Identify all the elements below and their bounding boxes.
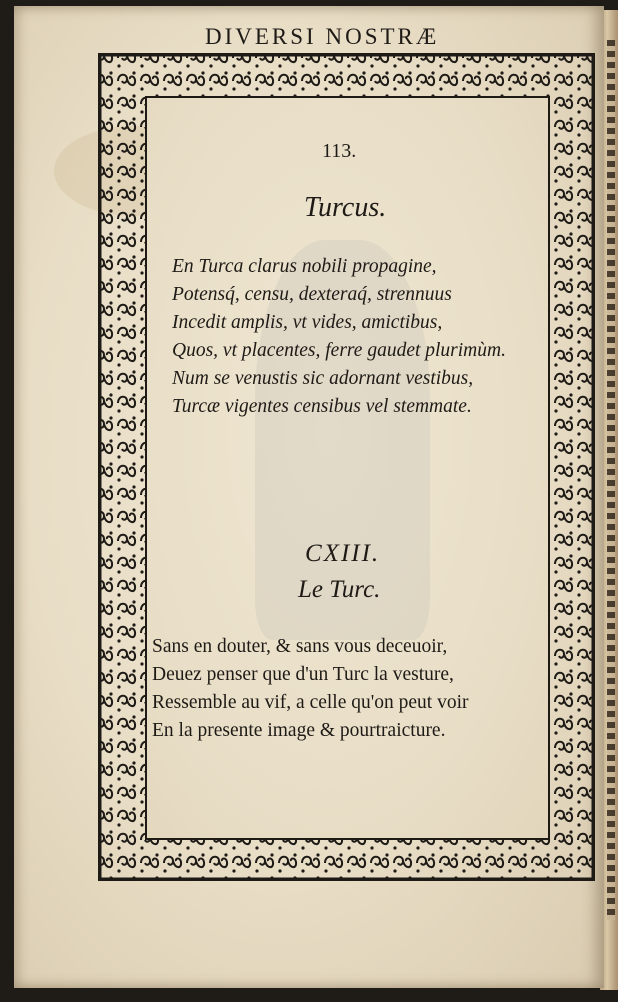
running-title: DIVERSI NOSTRÆ (205, 24, 440, 49)
french-verse-line: Ressemble au vif, a celle qu'on peut voir (152, 692, 469, 713)
latin-verse-line: Quos, vt placentes, ferre gaudet plurimùm. (172, 340, 506, 361)
french-verse-line: Deuez penser que d'un Turc la vesture, (152, 664, 454, 685)
plate-roman-numeral: CXIII. (305, 540, 381, 567)
latin-verse-line: Potensq́, censu, dexteraq́, strennuus (172, 284, 452, 305)
french-verse-line: Sans en douter, & sans vous deceuoir, (152, 636, 448, 657)
latin-verse-line: En Turca clarus nobili propagine, (172, 256, 437, 277)
latin-verse-line: Num se venustis sic adornant vestibus, (172, 368, 474, 389)
french-verse-line: En la presente image & pourtraicture. (152, 720, 446, 741)
latin-verse-line: Incedit amplis, vt vides, amictibus, (172, 312, 443, 333)
latin-verse-line: Turcæ vigentes censibus vel stemmate. (172, 396, 472, 417)
plate-number: 113. (322, 140, 357, 162)
latin-title: Turcus. (304, 192, 387, 223)
french-title: Le Turc. (298, 576, 381, 603)
